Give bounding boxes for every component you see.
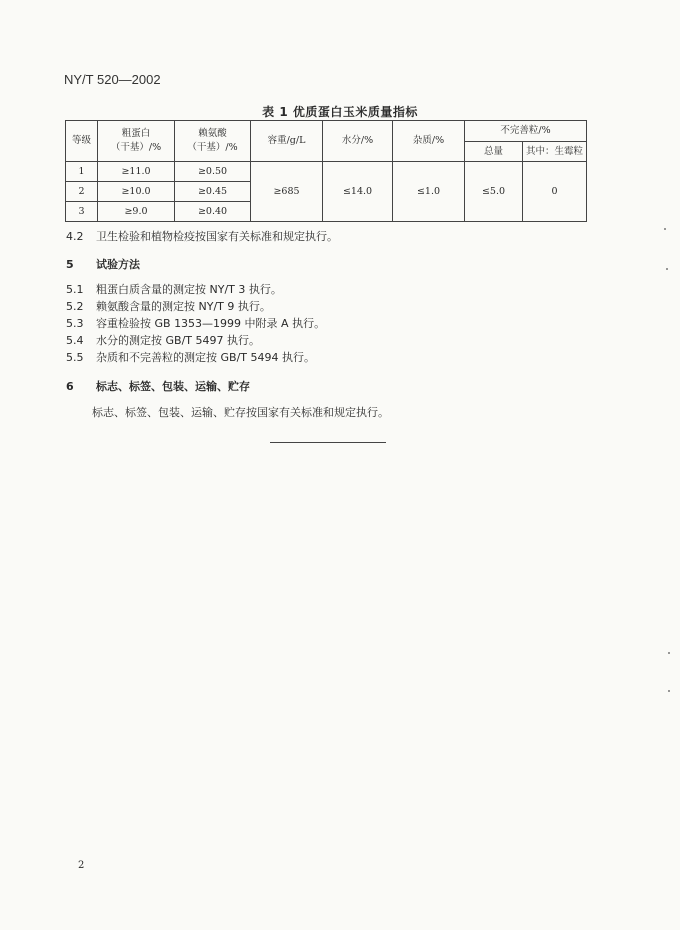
clause-text: 粗蛋白质含量的测定按 NY/T 3 执行。 [96,283,282,296]
header-protein [98,121,175,162]
clause-text: 卫生检验和植物检疫按国家有关标准和规定执行。 [96,230,338,243]
clause-4-2 [66,228,338,244]
cell-test-weight: ≥685 [251,162,323,222]
quality-index-table [65,120,587,222]
clause-number: 5.1 [66,283,84,296]
clause-number: 5.5 [66,351,84,364]
section-title: 试验方法 [96,258,140,271]
cell-imperfect-total: ≤5.0 [465,162,523,222]
cell-protein: ≥11.0 [98,162,175,182]
scan-speck [668,652,670,654]
header-imperfect-total: 总量 [465,142,523,162]
cell-grade: 2 [66,182,98,202]
table-row [66,162,587,182]
scan-speck [664,228,666,230]
section-6-heading [66,378,250,394]
clause-text: 容重检验按 GB 1353—1999 中附录 A 执行。 [96,317,326,330]
cell-impurity: ≤1.0 [393,162,465,222]
clause-number: 5.3 [66,317,84,330]
clause-5-5 [66,349,315,365]
cell-moisture: ≤14.0 [323,162,393,222]
clause-5-3 [66,315,325,331]
header-protein-line1: 粗蛋白 [121,128,151,139]
header-grade: 等级 [66,121,98,162]
section-title: 标志、标签、包装、运输、贮存 [96,380,250,393]
cell-lysine: ≥0.50 [175,162,251,182]
clause-text: 水分的测定按 GB/T 5497 执行。 [96,334,260,347]
scan-speck [666,268,668,270]
cell-imperfect-mold: 0 [523,162,587,222]
header-lysine [175,121,251,162]
scan-speck [668,690,670,692]
header-imperfect-mold: 其中：生霉粒 [523,142,587,162]
clause-5-4 [66,332,260,348]
clause-number: 5.4 [66,334,84,347]
cell-lysine: ≥0.40 [175,202,251,222]
header-impurity: 杂质/% [393,121,465,162]
clause-number: 4.2 [66,230,84,243]
header-test-weight: 容重/g/L [251,121,323,162]
clause-5-1 [66,281,282,297]
section-5-heading [66,256,140,272]
cell-lysine: ≥0.45 [175,182,251,202]
header-protein-line2: （干基）/% [110,142,162,153]
clause-5-2 [66,298,271,314]
cell-protein: ≥10.0 [98,182,175,202]
clause-number: 5.2 [66,300,84,313]
section-number: 5 [66,258,74,271]
section-6-body: 标志、标签、包装、运输、贮存按国家有关标准和规定执行。 [92,406,389,419]
header-imperfect: 不完善粒/% [465,121,587,142]
table-title: 表 1 优质蛋白玉米质量指标 [262,105,418,119]
cell-grade: 1 [66,162,98,182]
document-code: NY/T 520—2002 [64,72,161,87]
end-rule-divider [270,442,386,443]
clause-text: 杂质和不完善粒的测定按 GB/T 5494 执行。 [96,351,315,364]
section-number: 6 [66,380,74,393]
header-lysine-line2: （干基）/% [187,142,238,153]
clause-text: 赖氨酸含量的测定按 NY/T 9 执行。 [96,300,271,313]
page-number: 2 [78,860,85,871]
header-lysine-line1: 赖氨酸 [198,128,227,139]
header-moisture: 水分/% [323,121,393,162]
cell-grade: 3 [66,202,98,222]
cell-protein: ≥9.0 [98,202,175,222]
